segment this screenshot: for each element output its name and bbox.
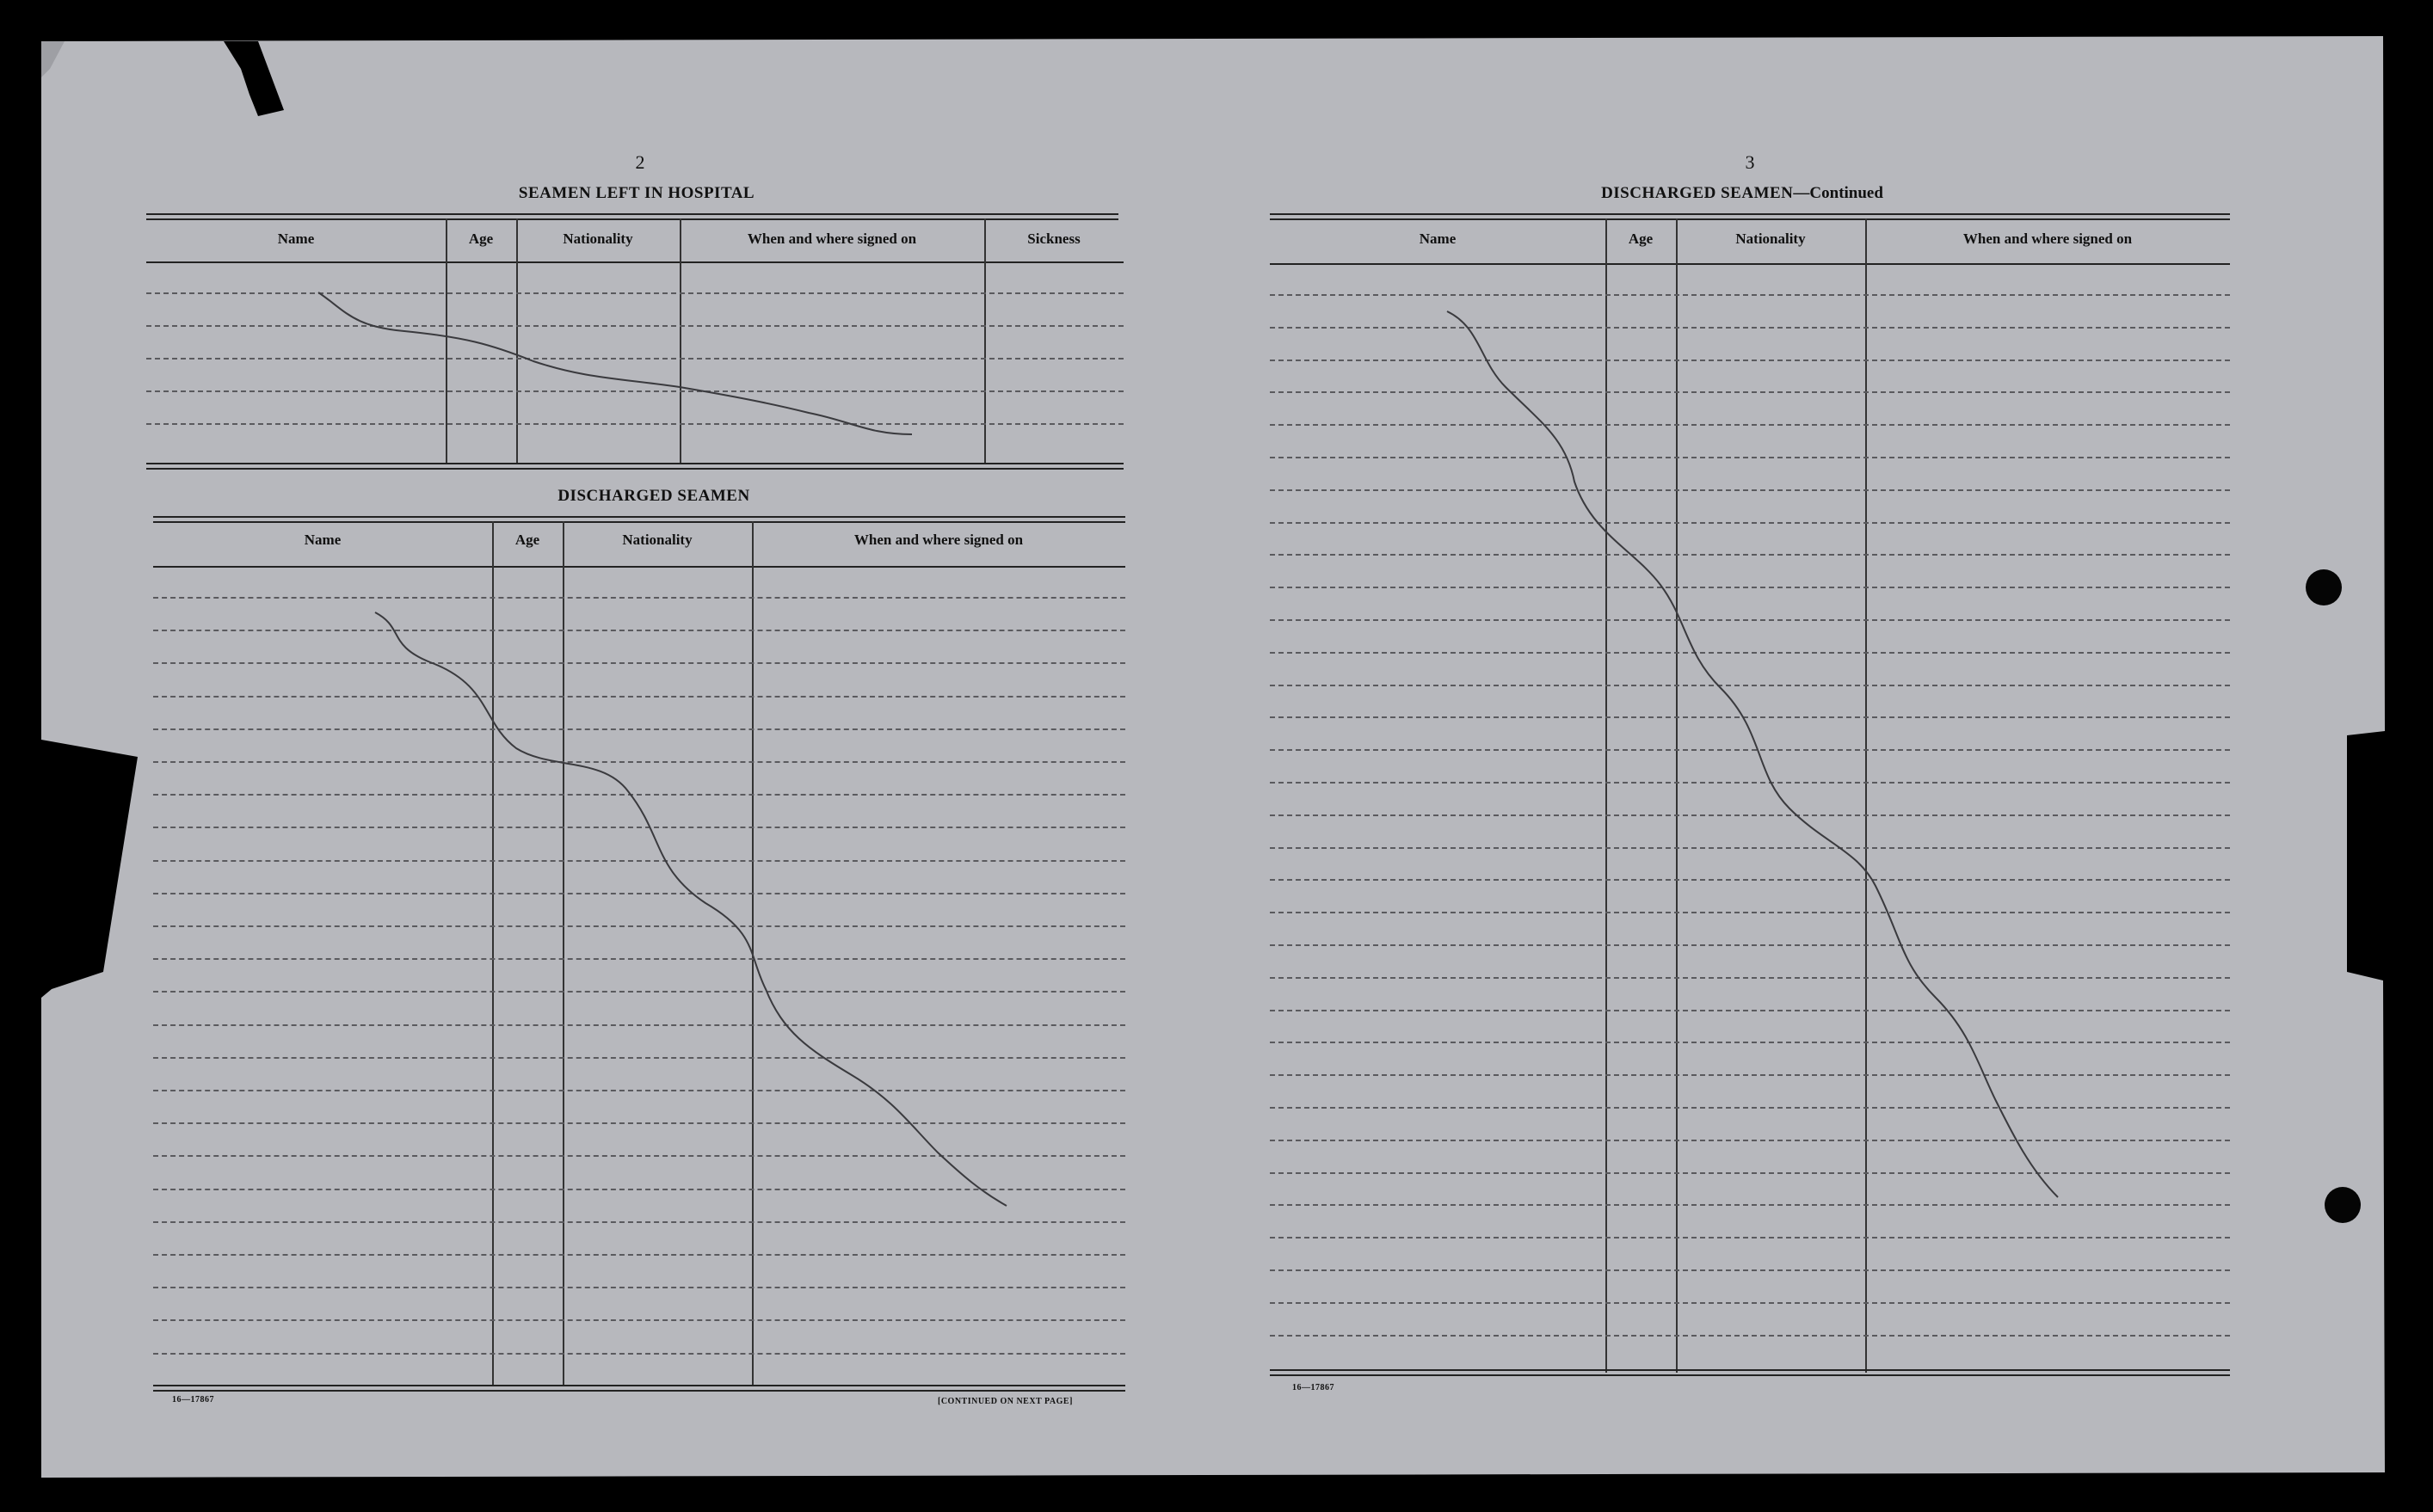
discharged-right-col-name: Name: [1419, 230, 1457, 247]
discharged-left-row-rule: [153, 1189, 1125, 1190]
discharged-right-row-rule: [1270, 554, 2230, 556]
discharged-right-row-rule: [1270, 814, 2230, 816]
hospital-table-bottom-rule: [146, 463, 1124, 470]
punch-hole-lower: [2325, 1187, 2361, 1223]
hospital-vline: [984, 218, 986, 464]
hospital-section-title: SEAMEN LEFT IN HOSPITAL: [518, 184, 755, 202]
discharged-right-row-rule: [1270, 522, 2230, 524]
discharged-left-vline: [563, 521, 564, 1386]
discharged-left-header-rule: [153, 566, 1125, 568]
continued-on-next-page: [CONTINUED ON NEXT PAGE]: [938, 1397, 1073, 1406]
hospital-col-sickness: Sickness: [1027, 230, 1081, 247]
punch-hole-upper: [2306, 569, 2342, 605]
hospital-col-nationality: Nationality: [563, 230, 633, 247]
discharged-right-bottom-rule: [1270, 1369, 2230, 1376]
discharged-left-row-rule: [153, 662, 1125, 664]
discharged-right-row-rule: [1270, 1140, 2230, 1141]
discharged-left-row-rule: [153, 1090, 1125, 1091]
discharged-right-row-rule: [1270, 327, 2230, 329]
discharged-right-col-signed-on: When and where signed on: [1962, 230, 2133, 247]
discharged-left-col-nationality: Nationality: [622, 532, 693, 548]
discharged-left-bottom-rule: [153, 1385, 1125, 1392]
discharged-left-row-rule: [153, 1122, 1125, 1124]
discharged-left-row-rule: [153, 1221, 1125, 1223]
discharged-right-col-age: Age: [1628, 230, 1654, 247]
hospital-col-age: Age: [468, 230, 494, 247]
discharged-left-col-name: Name: [304, 532, 342, 548]
hospital-row-rule: [146, 390, 1124, 392]
discharged-right-row-rule: [1270, 1204, 2230, 1206]
discharged-right-row-rule: [1270, 912, 2230, 913]
discharged-right-row-rule: [1270, 619, 2230, 621]
discharged-continued-title: [1549, 184, 1936, 203]
discharged-right-row-rule: [1270, 716, 2230, 718]
discharged-left-row-rule: [153, 794, 1125, 796]
left-page-number: 2: [635, 151, 645, 173]
discharged-right-header-rule: [1270, 263, 2230, 265]
discharged-left-row-rule: [153, 860, 1125, 862]
discharged-right-row-rule: [1270, 879, 2230, 881]
discharged-left-row-rule: [153, 958, 1125, 960]
discharged-right-row-rule: [1270, 1042, 2230, 1043]
discharged-continued-title-suffix: —Continued: [1793, 184, 1883, 202]
left-form-number: 16—17867: [172, 1395, 214, 1404]
hospital-vline: [446, 218, 447, 464]
discharged-right-row-rule: [1270, 944, 2230, 946]
discharged-right-col-nationality: Nationality: [1735, 230, 1806, 247]
discharged-right-row-rule: [1270, 847, 2230, 849]
discharged-right-row-rule: [1270, 1010, 2230, 1011]
discharged-left-row-rule: [153, 991, 1125, 993]
discharged-right-row-rule: [1270, 977, 2230, 979]
discharged-right-row-rule: [1270, 391, 2230, 393]
discharged-right-row-rule: [1270, 685, 2230, 686]
discharged-left-col-age: Age: [514, 532, 540, 548]
discharged-left-row-rule: [153, 1319, 1125, 1321]
discharged-right-row-rule: [1270, 489, 2230, 491]
discharged-right-row-rule: [1270, 294, 2230, 296]
hospital-row-rule: [146, 423, 1124, 425]
discharged-right-top-rule: [1270, 213, 2230, 220]
hospital-table-top-rule: [146, 213, 1118, 220]
discharged-right-row-rule: [1270, 1269, 2230, 1271]
discharged-right-row-rule: [1270, 652, 2230, 654]
discharged-left-row-rule: [153, 597, 1125, 599]
discharged-left-row-rule: [153, 893, 1125, 894]
discharged-left-row-rule: [153, 1254, 1125, 1256]
discharged-right-row-rule: [1270, 1302, 2230, 1304]
hospital-row-rule: [146, 325, 1124, 327]
discharged-left-top-rule: [153, 516, 1125, 523]
discharged-right-row-rule: [1270, 1335, 2230, 1337]
hospital-vline: [680, 218, 681, 464]
right-page-number: 3: [1745, 151, 1755, 173]
discharged-right-row-rule: [1270, 424, 2230, 426]
discharged-right-row-rule: [1270, 1237, 2230, 1238]
hospital-row-rule: [146, 358, 1124, 360]
discharged-left-row-rule: [153, 1155, 1125, 1157]
discharged-continued-title-main: DISCHARGED SEAMEN: [1601, 184, 1794, 202]
discharged-left-vline: [492, 521, 494, 1386]
hospital-col-name: Name: [277, 230, 315, 247]
discharged-section-title: DISCHARGED SEAMEN: [557, 487, 750, 505]
hospital-vline: [516, 218, 518, 464]
discharged-table-right: [1270, 213, 2230, 1376]
discharged-right-row-rule: [1270, 360, 2230, 361]
discharged-left-row-rule: [153, 1057, 1125, 1059]
discharged-left-row-rule: [153, 827, 1125, 828]
discharged-left-vline: [752, 521, 754, 1386]
right-form-number: 16—17867: [1292, 1383, 1334, 1392]
hospital-table: [146, 213, 1124, 468]
discharged-left-row-rule: [153, 1353, 1125, 1355]
discharged-table-left: [153, 516, 1125, 1390]
hospital-row-rule: [146, 292, 1124, 294]
discharged-right-row-rule: [1270, 1074, 2230, 1076]
hospital-header-rule: [146, 261, 1124, 263]
discharged-left-row-rule: [153, 630, 1125, 631]
discharged-left-row-rule: [153, 1024, 1125, 1026]
discharged-right-row-rule: [1270, 457, 2230, 458]
discharged-left-col-signed-on: When and where signed on: [853, 532, 1024, 548]
discharged-left-row-rule: [153, 761, 1125, 763]
discharged-right-row-rule: [1270, 1107, 2230, 1109]
discharged-right-row-rule: [1270, 587, 2230, 588]
hospital-col-signed-on: When and where signed on: [747, 230, 917, 247]
discharged-right-row-rule: [1270, 749, 2230, 751]
discharged-left-row-rule: [153, 728, 1125, 730]
discharged-right-row-rule: [1270, 782, 2230, 784]
discharged-right-row-rule: [1270, 1172, 2230, 1174]
discharged-left-row-rule: [153, 696, 1125, 698]
discharged-left-row-rule: [153, 1287, 1125, 1288]
discharged-left-row-rule: [153, 925, 1125, 927]
